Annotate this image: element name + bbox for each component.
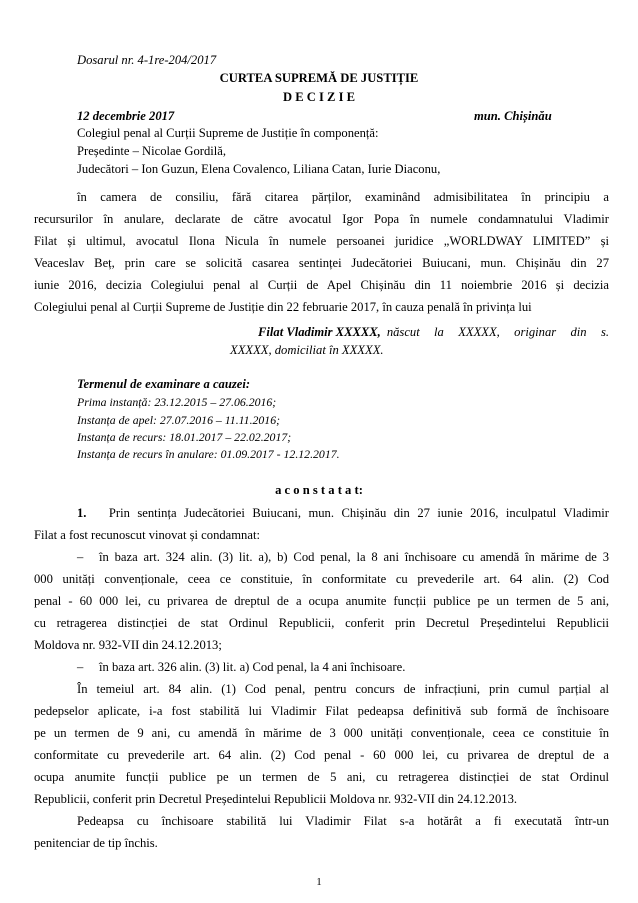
intro-line: Veaceslav Beț, prin care se solicită casarea sentinței Judecătoriei Buiucani, mun. Chișinău din 27 [34,256,609,270]
term-item: Instanța de recurs în anulare: 01.09.2017 - 12.12.2017. [77,447,340,461]
paragraph-line: Republicii, conferit prin Decretul Președintelui Republicii Moldova nr. 932-VII din 24.12.2013. [34,792,518,806]
president-line: Președinte – Nicolae Gordilă, [77,144,226,158]
defendant-name: Filat Vladimir XXXXX, [258,325,381,339]
bullet-dash: – [77,660,84,674]
decision-city: mun. Chișinău [474,109,552,123]
intro-line: iunie 2016, decizia Colegiului penal al Curții de Apel Chișinău din 11 noiembrie 2016 și decizia [34,278,609,292]
term-item: Instanța de apel: 27.07.2016 – 11.11.2016; [77,413,281,427]
composition-line: Colegiul penal al Curții Supreme de Justiție în componență: [77,126,379,140]
paragraph-line: ocupa anumite funcții publice pe un termen de 5 ani, cu retragerea distincției de stat Ordinul [34,770,609,784]
court-name: CURTEA SUPREMĂ DE JUSTIȚIE [219,71,419,85]
bullet-line: în baza art. 326 alin. (3) lit. a) Cod penal, la 4 ani închisoare. [99,660,406,674]
term-item: Prima instanță: 23.12.2015 – 27.06.2016; [77,395,277,409]
bullet-dash: – [77,550,84,564]
intro-line: recursurilor în anulare, declarate de către avocatul Igor Popa în numele condamnatului Vladimir [34,212,609,226]
paragraph-line: penitenciar de tip închis. [34,836,158,850]
defendant-line [258,324,609,340]
case-number: Dosarul nr. 4-1re-204/2017 [77,53,217,67]
decision-date: 12 decembrie 2017 [77,109,175,123]
constatat-heading: a c o n s t a t a t: [275,483,363,497]
defendant-birth: născut la XXXXX, originar din s. [386,325,609,339]
bullet-line: Moldova nr. 932-VII din 24.12.2013; [34,638,222,652]
defendant-residence: XXXXX, domiciliat în XXXXX. [230,343,384,357]
bullet-line: penal - 60 000 lei, cu privarea de dreptul de a ocupa anumite funcții publice pe un termen de 5 ani, [34,594,609,608]
bullet-line: 000 unități convenționale, ceea ce constituie, în conformitate cu prevederile art. 64 alin. (2) Cod [34,572,609,586]
point1-line: Filat a fost recunoscut vinovat și condamnat: [34,528,260,542]
term-item: Instanța de recurs: 18.01.2017 – 22.02.2017; [77,430,292,444]
terms-heading: Termenul de examinare a cauzei: [77,377,251,391]
paragraph-line: pedepselor aplicate, i-a fost stabilită lui Vladimir Filat pedeapsa definitivă sub formă de închisoare [34,704,609,718]
paragraph-line: conformitate cu prevederile art. 64 alin. (2) Cod penal - 60 000 lei, cu privarea de dreptul de a [34,748,609,762]
page-number: 1 [316,876,322,888]
bullet-line: cu retragerea distincției de stat Ordinul Republicii, conferit prin Decretul Președintelui Republicii [34,616,609,630]
point1-line [77,505,609,521]
point-number: 1. [77,506,87,520]
bullet-line: în baza art. 324 alin. (3) lit. a), b) Cod penal, la 8 ani închisoare cu amendă în mărime de 3 [99,550,609,564]
paragraph-line: În temeiul art. 84 alin. (1) Cod penal, pentru concurs de infracțiuni, prin cumul parțial al [77,682,609,696]
point1-text: Prin sentința Judecătoriei Buiucani, mun. Chișinău din 27 iunie 2016, inculpatul Vladimir [108,506,609,520]
paragraph-line: Pedeapsa cu închisoare stabilită lui Vladimir Filat s-a hotărât a fi executată într-un [77,814,609,828]
judges-line: Judecători – Ion Guzun, Elena Covalenco, Liliana Catan, Iurie Diaconu, [77,162,441,176]
intro-line: Colegiului penal al Curții Supreme de Justiție din 22 februarie 2017, în cauza penală în privința lui [34,300,532,314]
paragraph-line: pe un termen de 9 ani, cu amendă în mărime de 3 000 unități convenționale, ceea ce constituie în [34,726,609,740]
document-title: D E C I Z I E [282,90,356,104]
intro-line: Filat și ultimul, avocatul Ilona Nicula în numele persoanei juridice „WORLDWAY LIMITED” și [34,234,609,248]
intro-line: în camera de consiliu, fără citarea părților, examinând admisibilitatea în principiu a [77,190,609,204]
